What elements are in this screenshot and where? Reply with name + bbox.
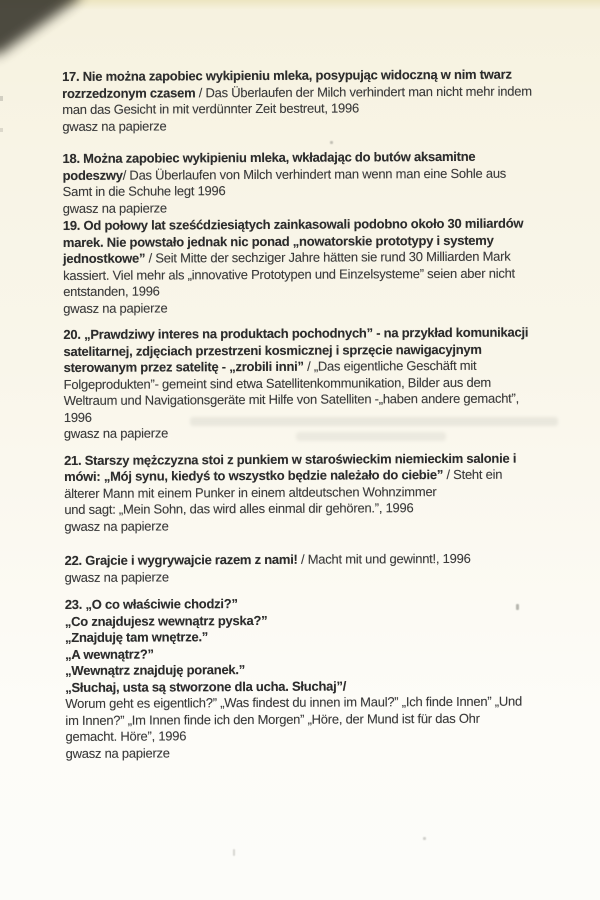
caption-title-segment: 18. Można zapobiec wykipieniu mleka, wkładając do butów aksamitne xyxy=(62,148,476,166)
caption-text-segment: man das Gesicht in mit verdünnter Zeit bestreut, 1996 xyxy=(62,100,359,117)
caption-title-segment: „A wewnątrz?” xyxy=(65,646,154,662)
catalog-item-20 xyxy=(63,324,589,442)
caption-text-segment: älterer Mann mit einem Punker in einem altdeutschen Wohnzimmer xyxy=(64,483,437,501)
text-line xyxy=(62,116,587,135)
caption-text-segment: kassiert. Viel mehr als „innovative Prototypen und Einzelsysteme” seien aber nicht xyxy=(63,265,515,283)
caption-text-segment: entstanden, 1996 xyxy=(63,283,160,299)
text-line xyxy=(65,567,590,586)
corner-scan-shadow xyxy=(0,0,85,59)
scan-edge-tint xyxy=(0,0,600,10)
caption-title-segment: „Słuchaj, usta są stworzone dla ucha. Słuchaj”/ xyxy=(65,678,347,695)
caption-title-segment: „Znajduję tam wnętrze.” xyxy=(64,629,209,645)
catalog-item-19 xyxy=(63,215,589,317)
text-line xyxy=(63,198,588,217)
caption-text-segment: / Das Überlaufen der Milch verhindert man nicht mehr indem xyxy=(195,83,532,100)
text-line xyxy=(63,298,588,317)
text-line xyxy=(64,390,589,409)
caption-text-segment: gwasz na papierze xyxy=(64,517,169,534)
caption-title-segment: 21. Starszy mężczyzna stoi z punkiem w staroświeckim niemieckim salonie i xyxy=(64,450,517,468)
scan-speck xyxy=(233,849,235,856)
caption-text-segment: im Innen?” „Im Innen finde ich den Morgen” „Höre, der Mund ist für das Ohr xyxy=(65,710,480,728)
caption-title-segment: 19. Od połowy lat sześćdziesiątych zainkasowali podobno około 30 miliardów xyxy=(62,215,524,233)
caption-title-segment: 23. „O co właściwie chodzi?” xyxy=(64,596,238,612)
caption-text-segment: Worum geht es eigentlich?” „Was findest du innen im Maul?” „Ich finde Innen” „Und xyxy=(65,693,523,711)
text-line xyxy=(63,265,588,284)
caption-title-segment: rozrzedzonym czasem xyxy=(62,84,196,101)
text-line xyxy=(65,693,590,712)
text-line xyxy=(63,215,588,234)
caption-text-segment: / Steht ein xyxy=(443,466,503,483)
text-line xyxy=(64,423,589,442)
caption-text-segment: / Macht mit und gewinnt!, 1996 xyxy=(297,550,471,567)
scan-edge-mark xyxy=(0,128,3,132)
caption-title-segment: 22. Grajcie i wygrywajcie razem z nami! xyxy=(64,551,298,568)
caption-title-segment: satelitarnej, zdjęciach przestrzeni kosmicznej i sprzęcie nawigacyjnym xyxy=(63,341,482,359)
caption-text-segment: gemacht. Höre”, 1996 xyxy=(65,728,187,744)
caption-text-segment: / Seit Mitte der sechziger Jahre hätten sie rund 30 Milliarden Mark xyxy=(145,248,511,266)
catalog-item-22 xyxy=(65,550,590,586)
document-body xyxy=(62,66,591,762)
caption-title-segment: „Co znajdujesz wewnątrz pyska?” xyxy=(64,612,268,629)
scan-edge-mark xyxy=(0,96,3,101)
caption-title-segment: marek. Nie powstało jednak nic ponad „nowatorskie prototypy i systemy xyxy=(62,232,494,250)
text-line xyxy=(66,743,591,762)
caption-title-segment: sterowanym przez satelitę - „zrobili inni” xyxy=(63,358,304,375)
text-line xyxy=(64,516,589,535)
caption-title-segment: 20. „Prawdziwy interes na produktach pochodnych” - na przykład komunikacji xyxy=(63,324,529,342)
catalog-item-17 xyxy=(62,66,587,135)
caption-title-segment: 17. Nie można zapobiec wykipieniu mleka, posypując widoczną w nim twarz xyxy=(62,66,512,84)
scan-speck xyxy=(423,837,426,840)
caption-text-segment: 1996 xyxy=(63,409,92,425)
caption-text-segment: gwasz na papierze xyxy=(63,299,168,316)
caption-text-segment: / Das Überlaufen von Milch verhindert man wenn man eine Sohle aus xyxy=(122,165,507,183)
caption-text-segment: gwasz na papierze xyxy=(65,744,170,761)
caption-title-segment: mówi: „Mój synu, kiedyś to wszystko będzie należało do ciebie” xyxy=(64,467,444,484)
caption-text-segment: Weltraum und Navigationsgeräte mit Hilfe von Satelliten -„haben andere gemacht”, xyxy=(63,390,520,408)
catalog-item-23 xyxy=(65,594,591,762)
caption-title-segment: podeszwy xyxy=(62,167,123,183)
caption-text-segment: gwasz na papierze xyxy=(64,568,169,585)
caption-text-segment: gwasz na papierze xyxy=(63,425,169,441)
text-line xyxy=(64,450,589,469)
caption-text-segment: gwasz na papierze xyxy=(62,199,167,216)
caption-text-segment: gwasz na papierze xyxy=(62,117,167,134)
caption-text-segment: Samt in die Schuhe legt 1996 xyxy=(62,183,226,199)
caption-text-segment: und sagt: „Mein Sohn, das wird alles einmal dir gehören.”, 1996 xyxy=(64,500,414,517)
caption-title-segment: „Wewnątrz znajduję poranek.” xyxy=(65,662,246,678)
text-line xyxy=(63,324,588,343)
caption-text-segment: Folgeprodukten”- gemeint sind etwa Satellitenkommunikation, Bilder aus dem xyxy=(63,374,492,392)
catalog-item-18 xyxy=(62,148,587,217)
catalog-item-21 xyxy=(64,450,589,535)
caption-title-segment: jednostkowe” xyxy=(62,250,146,266)
text-line xyxy=(62,83,587,102)
caption-text-segment: / „Das eigentliche Geschäft mit xyxy=(303,357,477,374)
